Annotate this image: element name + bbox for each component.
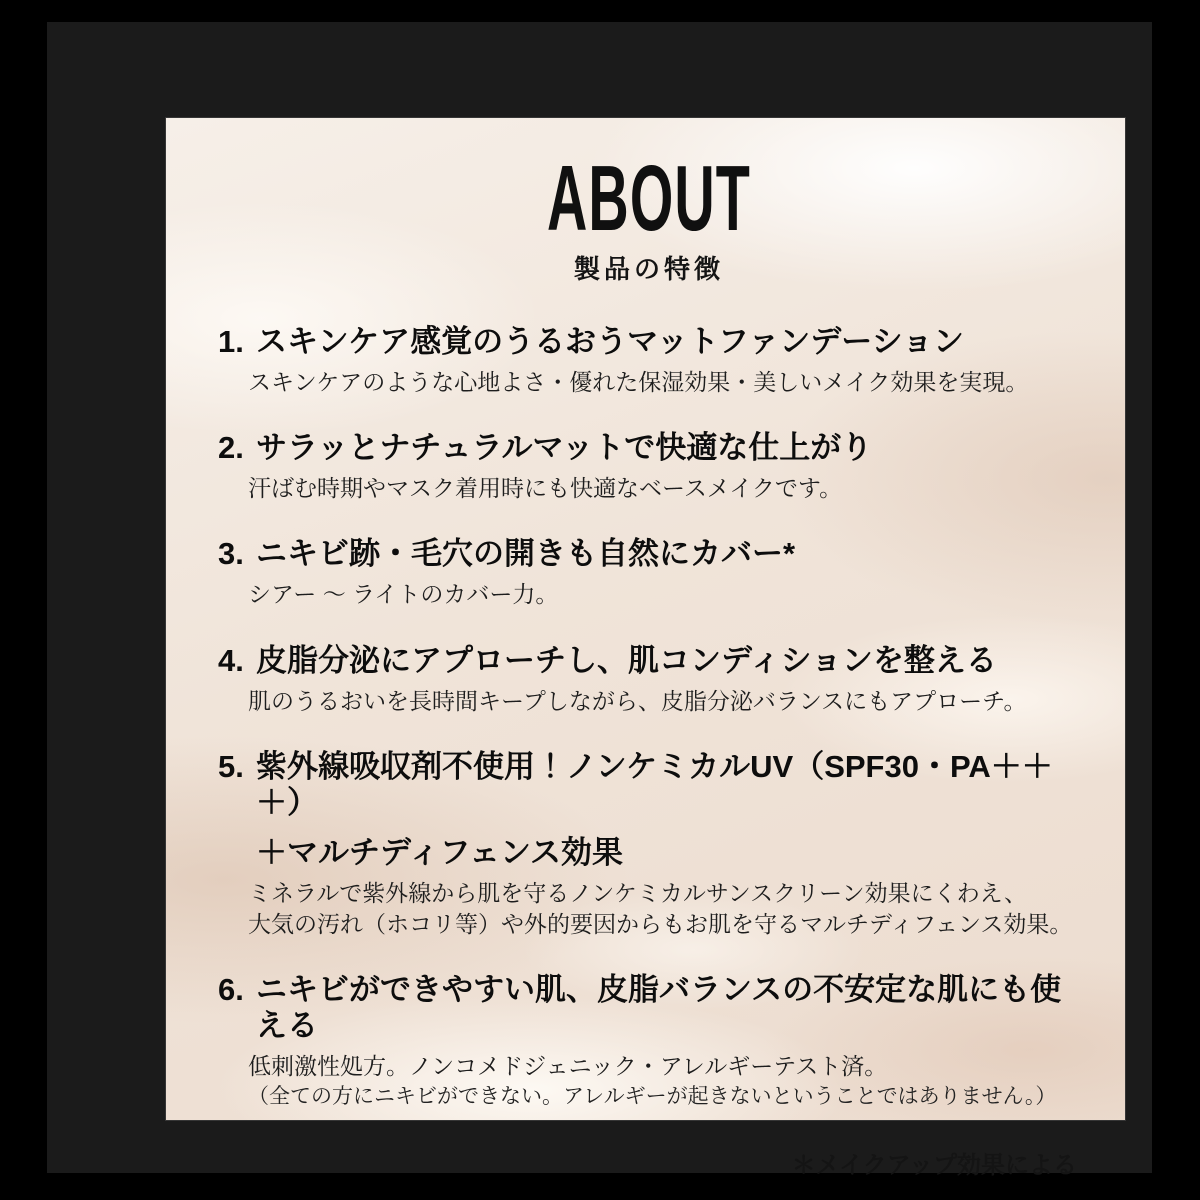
- feature-heading-line: ニキビができやすい肌、皮脂バランスの不安定な肌にも使える: [256, 972, 1062, 1044]
- feature-number: 6.: [218, 972, 244, 1008]
- feature-number: 5.: [218, 748, 244, 784]
- feature-body-line: 汗ばむ時期やマスク着用時にも快適なベースメイクです。: [248, 475, 843, 502]
- feature-heading: [218, 430, 1080, 466]
- inner-frame: [47, 22, 1152, 1179]
- feature-body-line: 大気の汚れ（ホコリ等）や外的要因からもお肌を守るマルチディフェンス効果。: [248, 911, 1073, 937]
- content-area: [166, 118, 1125, 1179]
- feature-list: [218, 324, 1080, 1113]
- feature-heading: [218, 749, 1080, 871]
- feature-item: [218, 972, 1080, 1113]
- feature-description: [248, 579, 1080, 610]
- feature-body-line: ミネラルで紫外線から肌を守るノンケミカルサンスクリーン効果にくわえ、: [248, 879, 1028, 906]
- feature-heading: [218, 536, 1080, 572]
- feature-heading-text: [256, 749, 1080, 871]
- footnote: ＊メイクアップ効果による: [791, 1151, 1077, 1179]
- feature-heading: [218, 324, 1080, 360]
- feature-body-line: シアー ～ ライトのカバー力。: [248, 581, 559, 608]
- feature-item: [218, 430, 1080, 504]
- feature-fineprint-line: （全ての方にニキビができない。アレルギーが起きないということではありません。）: [248, 1085, 1057, 1109]
- page-subtitle: 製品の特徴: [573, 254, 724, 284]
- feature-heading-text: [256, 324, 964, 360]
- feature-heading-line: 紫外線吸収剤不使用！ノンケミカルUV（SPF30・PA＋＋＋）: [256, 748, 1053, 820]
- feature-heading: [218, 972, 1080, 1044]
- feature-heading-line: ニキビ跡・毛穴の開きも自然にカバー*: [256, 536, 796, 572]
- feature-heading-text: [256, 972, 1080, 1044]
- feature-body-line: 肌のうるおいを長時間キープしながら、皮脂分泌バランスにもアプローチ。: [248, 687, 1027, 714]
- feature-description: [248, 878, 1080, 941]
- feature-heading: [218, 643, 1080, 679]
- feature-item: [218, 749, 1080, 940]
- feature-heading-text: [256, 430, 872, 466]
- feature-heading-line: スキンケア感覚のうるおうマットファンデーション: [256, 324, 965, 359]
- feature-body-line: 低刺激性処方。ノンコメドジェニック・アレルギーテスト済。: [248, 1053, 888, 1080]
- feature-heading-line: 皮脂分泌にアプローチし、肌コンディションを整える: [256, 642, 997, 678]
- feature-number: 1.: [218, 324, 244, 359]
- page-title: ABOUT: [547, 146, 751, 250]
- feature-item: [218, 643, 1080, 717]
- feature-heading-line: サラッとナチュラルマットで快適な仕上がり: [256, 430, 873, 466]
- content-panel: [166, 118, 1125, 1179]
- feature-number: 4.: [218, 642, 244, 678]
- feature-heading-text: [256, 643, 997, 679]
- feature-number: 2.: [218, 430, 244, 466]
- feature-description: [248, 473, 1080, 504]
- feature-description: [248, 367, 1080, 398]
- feature-item: [218, 324, 1080, 398]
- feature-item: [218, 536, 1080, 610]
- feature-body-line: スキンケアのような心地よさ・優れた保湿効果・美しいメイク効果を実現。: [248, 368, 1029, 395]
- feature-heading-text: [256, 536, 795, 572]
- feature-description: [248, 1051, 1080, 1113]
- feature-heading-line: ＋マルチディフェンス効果: [256, 834, 624, 870]
- feature-number: 3.: [218, 536, 244, 572]
- feature-description: [248, 686, 1080, 717]
